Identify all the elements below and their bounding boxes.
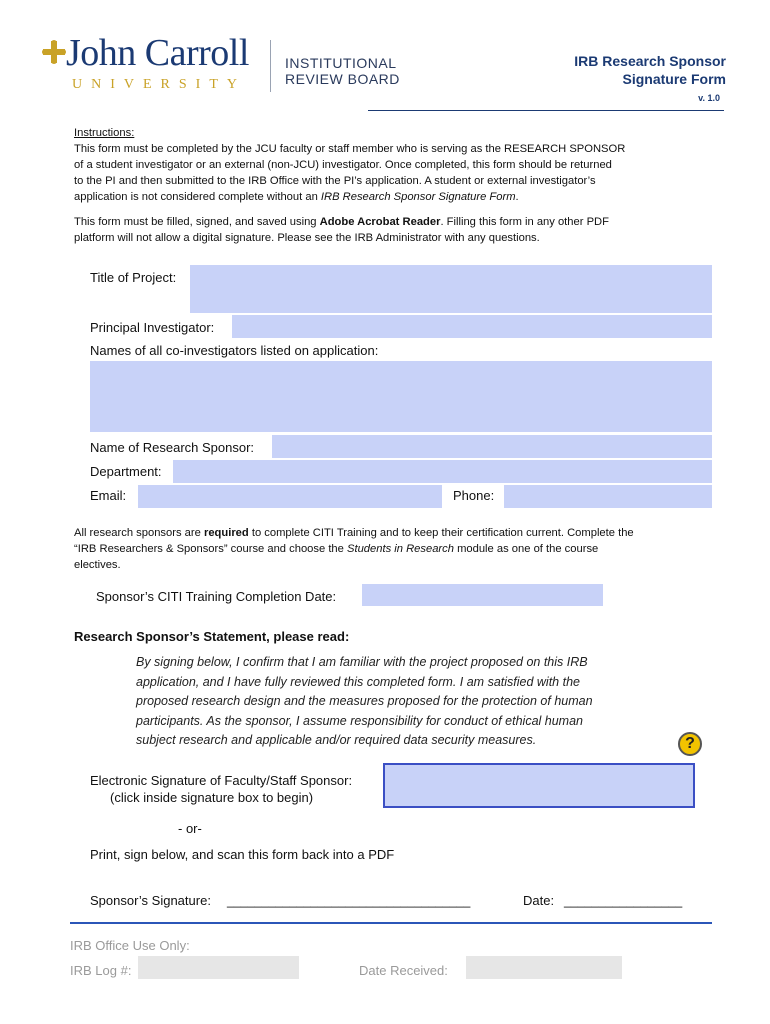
title-of-project-label: Title of Project: (90, 270, 177, 285)
acrobat-note (74, 214, 714, 246)
citi-note-line: All research sponsors are required to complete CITI Training and to keep their certification current. Complete the (74, 527, 634, 539)
department-label: Department: (90, 464, 162, 479)
signature-date-line: _________________ (564, 894, 683, 908)
document-title (574, 52, 726, 88)
citi-note (74, 525, 714, 573)
help-icon[interactable]: ? (678, 732, 702, 756)
statement-line: participants. As the sponsor, I assume responsibility for conduct of ethical human (136, 713, 583, 728)
board-name-line2: REVIEW BOARD (285, 71, 400, 87)
instructions-block (74, 125, 714, 205)
research-sponsor-field[interactable] (272, 435, 712, 458)
citi-date-label: Sponsor’s CITI Training Completion Date: (96, 589, 337, 604)
instructions-heading: Instructions: (74, 127, 135, 139)
instructions-line: This form must be completed by the JCU faculty or staff member who is serving as the RESEARCH SPONSOR (74, 143, 626, 155)
principal-investigator-label: Principal Investigator: (90, 320, 215, 335)
instructions-line: to the PI and then submitted to the IRB Office with the PI’s application. A student or external investigator’s (74, 175, 596, 187)
principal-investigator-field[interactable] (232, 315, 712, 338)
esig-hint: (click inside signature box to begin) (110, 790, 314, 805)
board-name-line1: INSTITUTIONAL (285, 55, 397, 71)
statement-text (136, 653, 656, 751)
office-use-heading: IRB Office Use Only: (70, 938, 190, 953)
logo-divider (270, 40, 271, 92)
date-received-field[interactable] (466, 956, 622, 979)
email-label: Email: (90, 488, 127, 503)
cross-logo-icon (42, 40, 66, 64)
header-rule (368, 110, 724, 111)
statement-heading: Research Sponsor’s Statement, please read: (74, 629, 350, 644)
research-sponsor-label: Name of Research Sponsor: (90, 440, 255, 455)
phone-label: Phone: (453, 488, 495, 503)
irb-log-label: IRB Log #: (70, 963, 132, 978)
version-label: v. 1.0 (698, 93, 720, 103)
or-divider-text: - or- (178, 821, 202, 836)
logo-name: John Carroll (66, 32, 249, 74)
instructions-line: application is not considered complete without an IRB Research Sponsor Signature Form. (74, 191, 519, 203)
co-investigators-field[interactable] (90, 361, 712, 432)
acrobat-note-line: This form must be filled, signed, and saved using Adobe Acrobat Reader. Filling this form in any other PDF (74, 216, 609, 228)
acrobat-note-line: platform will not allow a digital signature. Please see the IRB Administrator with any questions. (74, 232, 540, 244)
date-received-label: Date Received: (359, 963, 448, 978)
sponsor-signature-label: Sponsor’s Signature: (90, 893, 211, 908)
citi-note-line: “IRB Researchers & Sponsors” course and choose the Students in Research module as one of the course (74, 543, 599, 555)
statement-line: proposed research design and the measures proposed for the protection of human (136, 694, 593, 708)
signature-date-label: Date: (523, 893, 555, 908)
email-field[interactable] (138, 485, 442, 508)
department-field[interactable] (173, 460, 712, 483)
citi-note-line: electives. (74, 559, 121, 571)
document-title-line2: Signature Form (622, 71, 726, 87)
instructions-line: of a student investigator or an external (non-JCU) investigator. Once completed, this form should be returned (74, 159, 612, 171)
title-of-project-field[interactable] (190, 265, 712, 313)
electronic-signature-box[interactable] (383, 763, 695, 808)
co-investigators-label: Names of all co-investigators listed on application: (90, 343, 379, 358)
phone-field[interactable] (504, 485, 712, 508)
citi-date-field[interactable] (362, 584, 603, 606)
document-title-line1: IRB Research Sponsor (574, 53, 726, 69)
office-divider (70, 922, 712, 924)
logo-university: UNIVERSITY (72, 77, 246, 92)
statement-line: application, and I have fully reviewed this completed form. I am satisfied with the (136, 674, 580, 689)
irb-log-field[interactable] (138, 956, 299, 979)
esig-label: Electronic Signature of Faculty/Staff Sponsor: (90, 773, 353, 788)
print-instructions: Print, sign below, and scan this form back into a PDF (90, 847, 395, 862)
statement-line: By signing below, I confirm that I am familiar with the project proposed on this IRB (136, 655, 588, 669)
sponsor-signature-line: ___________________________________ (227, 894, 471, 908)
statement-line: subject research and applicable and/or required data security measures. (136, 733, 537, 747)
